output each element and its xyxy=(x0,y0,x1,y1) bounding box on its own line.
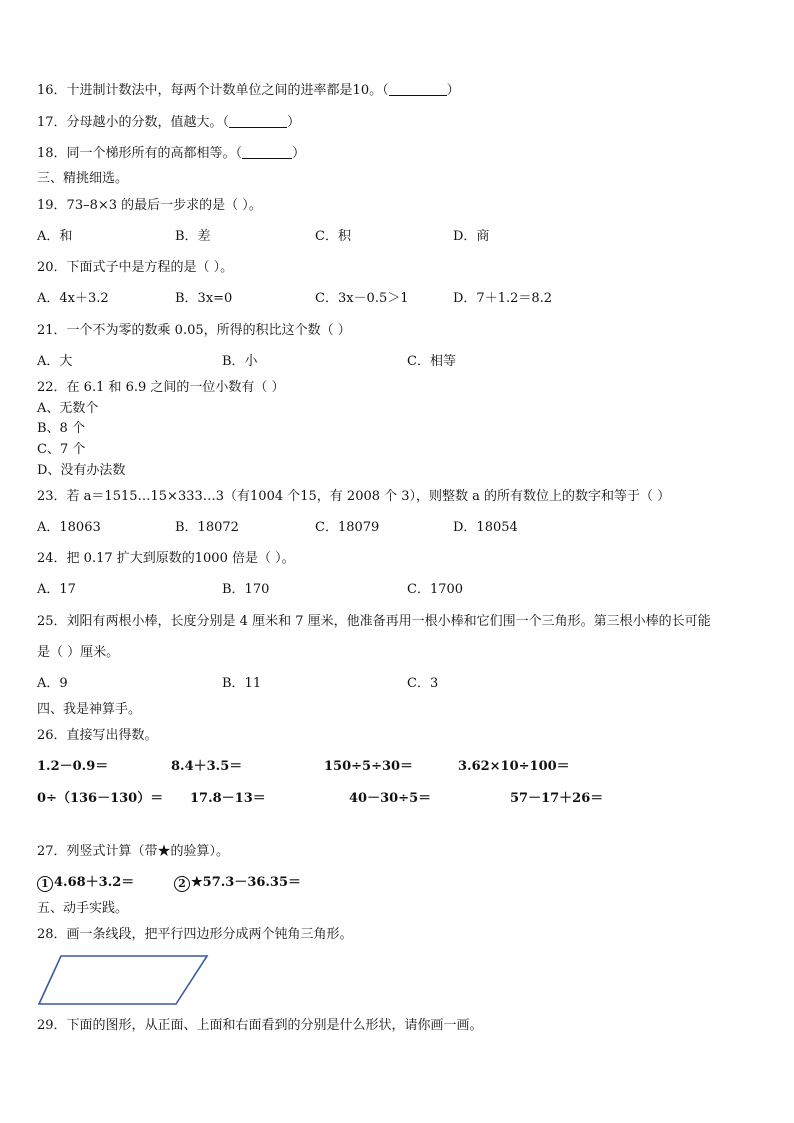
question-text: 同一个梯形所有的高都相等。（ xyxy=(66,146,243,161)
mental-math-item: 3.62×10÷100＝ xyxy=(458,759,570,774)
question-19-stem: 19．73–8×3 的最后一步求的是（ ）。 xyxy=(37,198,262,213)
answer-blank[interactable] xyxy=(389,83,447,96)
question-16: 16．十进制计数法中，每两个计数单位之间的进率都是10。（ ） xyxy=(37,83,460,98)
option-a[interactable]: A．9 xyxy=(37,676,68,691)
mental-math-item: 40－30÷5＝ xyxy=(349,791,432,806)
option-d[interactable]: D、没有办法数 xyxy=(37,463,126,478)
option-a[interactable]: A．和 xyxy=(37,229,73,244)
mental-math-item: 150÷5÷30＝ xyxy=(324,759,414,774)
question-22-stem: 22．在 6.1 和 6.9 之间的一位小数有（ ） xyxy=(37,380,285,395)
question-23-stem: 23．若 a＝1515…15×333…3（有1004 个15，有 2008 个 3），则整数 a 的所有数位上的数字和等于（ ） xyxy=(37,489,671,504)
option-c[interactable]: C．18079 xyxy=(315,520,380,535)
option-d[interactable]: D．18054 xyxy=(453,520,518,535)
option-c[interactable]: C、7 个 xyxy=(37,442,86,457)
question-29-stem: 29．下面的图形，从正面、上面和右面看到的分别是什么形状，请你画一画。 xyxy=(37,1018,483,1033)
option-b[interactable]: B．3x=0 xyxy=(175,291,233,306)
section-heading-3: 三、精挑细选。 xyxy=(37,171,129,186)
option-d[interactable]: D．商 xyxy=(453,229,490,244)
mental-math-item: 8.4＋3.5＝ xyxy=(171,759,243,774)
answer-blank[interactable] xyxy=(242,146,292,159)
option-b[interactable]: B．差 xyxy=(175,229,211,244)
vertical-calc-item-1: 1 4.68＋3.2＝ xyxy=(37,874,134,892)
option-b[interactable]: B、8 个 xyxy=(37,421,85,436)
question-27-stem: 27．列竖式计算（带★的验算）。 xyxy=(37,844,230,859)
option-b[interactable]: B．小 xyxy=(222,354,258,369)
circled-number: 1 xyxy=(37,876,53,892)
question-text: 分母越小的分数，值越大。（ xyxy=(66,115,230,130)
question-21-stem: 21．一个不为零的数乘 0.05，所得的积比这个数（ ） xyxy=(37,323,351,338)
option-a[interactable]: A、无数个 xyxy=(37,401,99,416)
option-c[interactable]: C．积 xyxy=(315,229,351,244)
option-b[interactable]: B．18072 xyxy=(175,520,239,535)
question-25-stem-line1: 25．刘阳有两根小棒，长度分别是 4 厘米和 7 厘米，他准备再用一根小棒和它们围一个三角形。第三根小棒的长可能 xyxy=(37,614,711,629)
mental-math-item: 17.8－13＝ xyxy=(190,791,266,806)
mental-math-item: 57－17＋26＝ xyxy=(510,791,604,806)
vertical-calc-item-2: 2 ★57.3－36.35＝ xyxy=(174,874,301,892)
question-18: 18．同一个梯形所有的高都相等。（ ） xyxy=(37,146,306,161)
question-26-stem: 26．直接写出得数。 xyxy=(37,728,158,743)
option-c[interactable]: C．相等 xyxy=(407,354,456,369)
option-c[interactable]: C．3 xyxy=(407,676,439,691)
option-a[interactable]: A．17 xyxy=(37,582,76,597)
option-c[interactable]: C．3x－0.5＞1 xyxy=(315,291,409,306)
parallelogram-shape xyxy=(39,956,207,1004)
mental-math-item: 0÷（136－130）＝ xyxy=(37,791,164,806)
question-17: 17．分母越小的分数，值越大。（ ） xyxy=(37,115,301,130)
option-d[interactable]: D．7＋1.2＝8.2 xyxy=(453,291,553,306)
option-b[interactable]: B．11 xyxy=(222,676,262,691)
question-number: 18． xyxy=(37,146,67,161)
question-number: 16． xyxy=(37,83,67,98)
parallelogram-figure[interactable] xyxy=(36,953,212,1007)
question-28-stem: 28．画一条线段，把平行四边形分成两个钝角三角形。 xyxy=(37,927,353,942)
question-25-stem-line2: 是（ ）厘米。 xyxy=(37,645,120,660)
question-24-stem: 24．把 0.17 扩大到原数的1000 倍是（ ）。 xyxy=(37,551,295,566)
option-b[interactable]: B．170 xyxy=(222,582,270,597)
mental-math-item: 1.2－0.9＝ xyxy=(37,759,109,774)
question-20-stem: 20．下面式子中是方程的是（ ）。 xyxy=(37,260,234,275)
question-number: 17． xyxy=(37,115,67,130)
option-a[interactable]: A．4x＋3.2 xyxy=(37,291,109,306)
answer-blank[interactable] xyxy=(229,115,287,128)
section-heading-4: 四、我是神算手。 xyxy=(37,702,142,717)
option-c[interactable]: C．1700 xyxy=(407,582,464,597)
option-a[interactable]: A．大 xyxy=(37,354,73,369)
circled-number: 2 xyxy=(174,876,190,892)
question-text: 十进制计数法中，每两个计数单位之间的进率都是10。（ xyxy=(66,83,389,98)
option-a[interactable]: A．18063 xyxy=(37,520,101,535)
section-heading-5: 五、动手实践。 xyxy=(37,901,129,916)
